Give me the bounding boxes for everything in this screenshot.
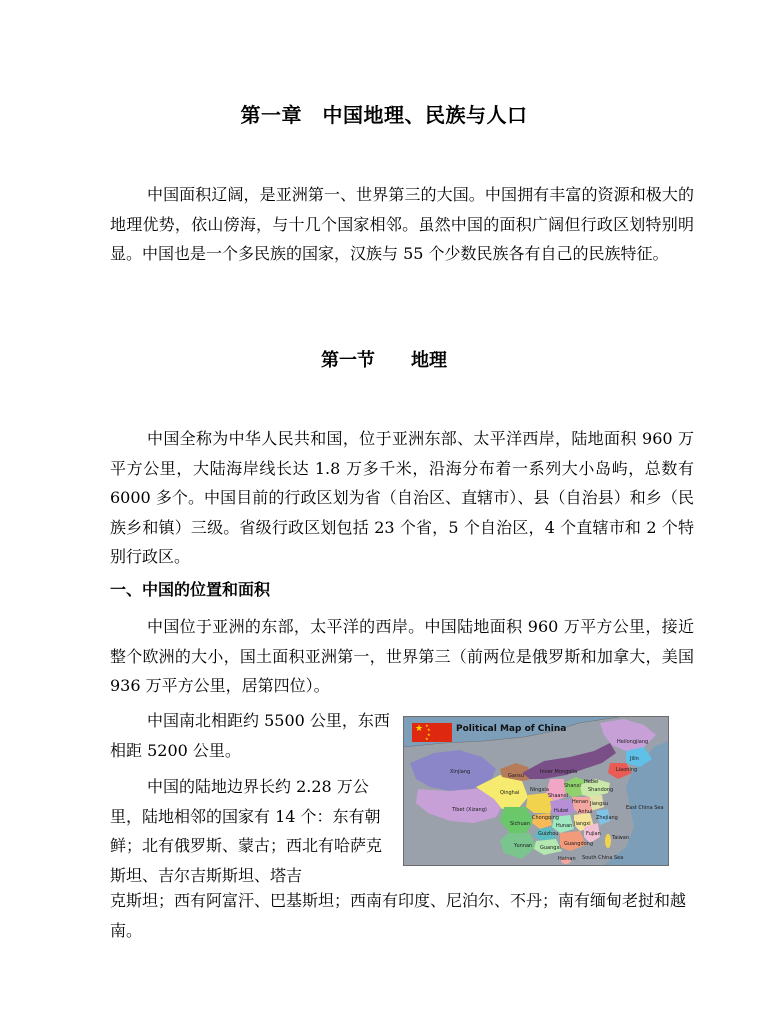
chapter-title: 第一章 中国地理、民族与人口 — [240, 103, 528, 127]
map-label-xinjiang: Xinjiang — [450, 769, 471, 775]
map-label-fujian: Fujian — [586, 831, 601, 837]
map-label-hunan: Hunan — [556, 823, 573, 829]
map-label-henan: Henan — [572, 799, 589, 805]
location-paragraph: 中国位于亚洲的东部，太平洋的西岸。中国陆地面积 960 万平方公里，接近整个欧洲的大小，国土面积亚洲第一，世界第三（前两位是俄罗斯和加拿大，美国 936 万平方公里，居第四位）。 — [110, 617, 694, 696]
section-title: 第一节 地理 — [321, 350, 447, 371]
map-label-yunnan: Yunnan — [514, 843, 533, 849]
map-title: Political Map of China — [456, 724, 567, 734]
map-label-east-china-sea: East China Sea — [626, 805, 664, 811]
map-label-inner-mongolia: Inner Mongolia — [540, 769, 578, 775]
map-label-shanxi: Shanxi — [564, 783, 581, 789]
geography-paragraph: 中国全称为中华人民共和国，位于亚洲东部、太平洋西岸，陆地面积 960 万平方公里，大陆海岸线长达 1.8 万多千米，沿海分布着一系列大小岛屿，总数有 6000 多个。中国目前的行政区划为省（自治区、直辖市）、县（自治县）和乡（民族乡和镇）三级。省级行政区划包括 23 个省，5 个自治区，4 个直辖市和 2 个特别行政区。 — [110, 429, 694, 567]
map-label-shaanxi: Shaanxi — [548, 793, 568, 799]
map-label-guizhou: Guizhou — [538, 831, 559, 837]
map-label-hainan: Hainan — [558, 856, 576, 862]
map-label-ningxia: Ningxia — [530, 787, 549, 793]
map-label-shandong: Shandong — [588, 787, 614, 793]
map-label-jiangsu: Jiangsu — [590, 801, 609, 807]
map-label-heilongjiang: Heilongjiang — [617, 739, 649, 745]
map-label-anhui: Anhui — [578, 809, 593, 815]
map-label-hebei: Hebei — [584, 779, 599, 785]
china-political-map — [403, 716, 669, 866]
map-label-sichuan: Sichuan — [510, 821, 530, 827]
map-label-guangdong: Guangdong — [564, 841, 594, 847]
map-label-jiangxi: Jiangxi — [574, 821, 591, 827]
border-paragraph-continued: 克斯坦；西有阿富汗、巴基斯坦；西南有印度、尼泊尔、不丹；南有缅甸老挝和越南。 — [110, 891, 687, 940]
map-label-guangxi: Guangxi — [540, 845, 561, 851]
distance-paragraph: 中国南北相距约 5500 公里，东西相距 5200 公里。 — [110, 711, 390, 760]
map-label-taiwan: Taiwan — [612, 835, 630, 841]
map-label-gansu: Gansu — [508, 773, 524, 779]
map-label-chongqing: Chongqing — [532, 815, 559, 821]
chapter-intro-paragraph: 中国面积辽阔，是亚洲第一、世界第三的大国。中国拥有丰富的资源和极大的地理优势，依山傍海，与十几个国家相邻。虽然中国的面积广阔但行政区划特别明显。中国也是一个多民族的国家，汉族与 55 个少数民族各有自己的民族特征。 — [110, 185, 694, 264]
map-label-qinghai: Qinghai — [500, 790, 520, 796]
border-paragraph: 中国的陆地边界长约 2.28 万公里，陆地相邻的国家有 14 个：东有朝鲜；北有俄罗斯、蒙古；西北有哈萨克斯坦、吉尔吉斯斯坦、塔吉 — [110, 777, 383, 885]
map-label-zhejiang: Zhejiang — [596, 815, 618, 821]
map-label-liaoning: Liaoning — [616, 767, 638, 773]
subsection-heading: 一、中国的位置和面积 — [110, 580, 271, 599]
map-label-south-china-sea: South China Sea — [582, 855, 624, 861]
map-label-tibet: Tibet (Xizang) — [452, 807, 487, 813]
map-label-jilin: Jilin — [630, 756, 639, 762]
map-label-hubei: Hubei — [554, 808, 569, 814]
china-flag-icon: ★ ★ ★ ★ ★ — [412, 723, 452, 742]
